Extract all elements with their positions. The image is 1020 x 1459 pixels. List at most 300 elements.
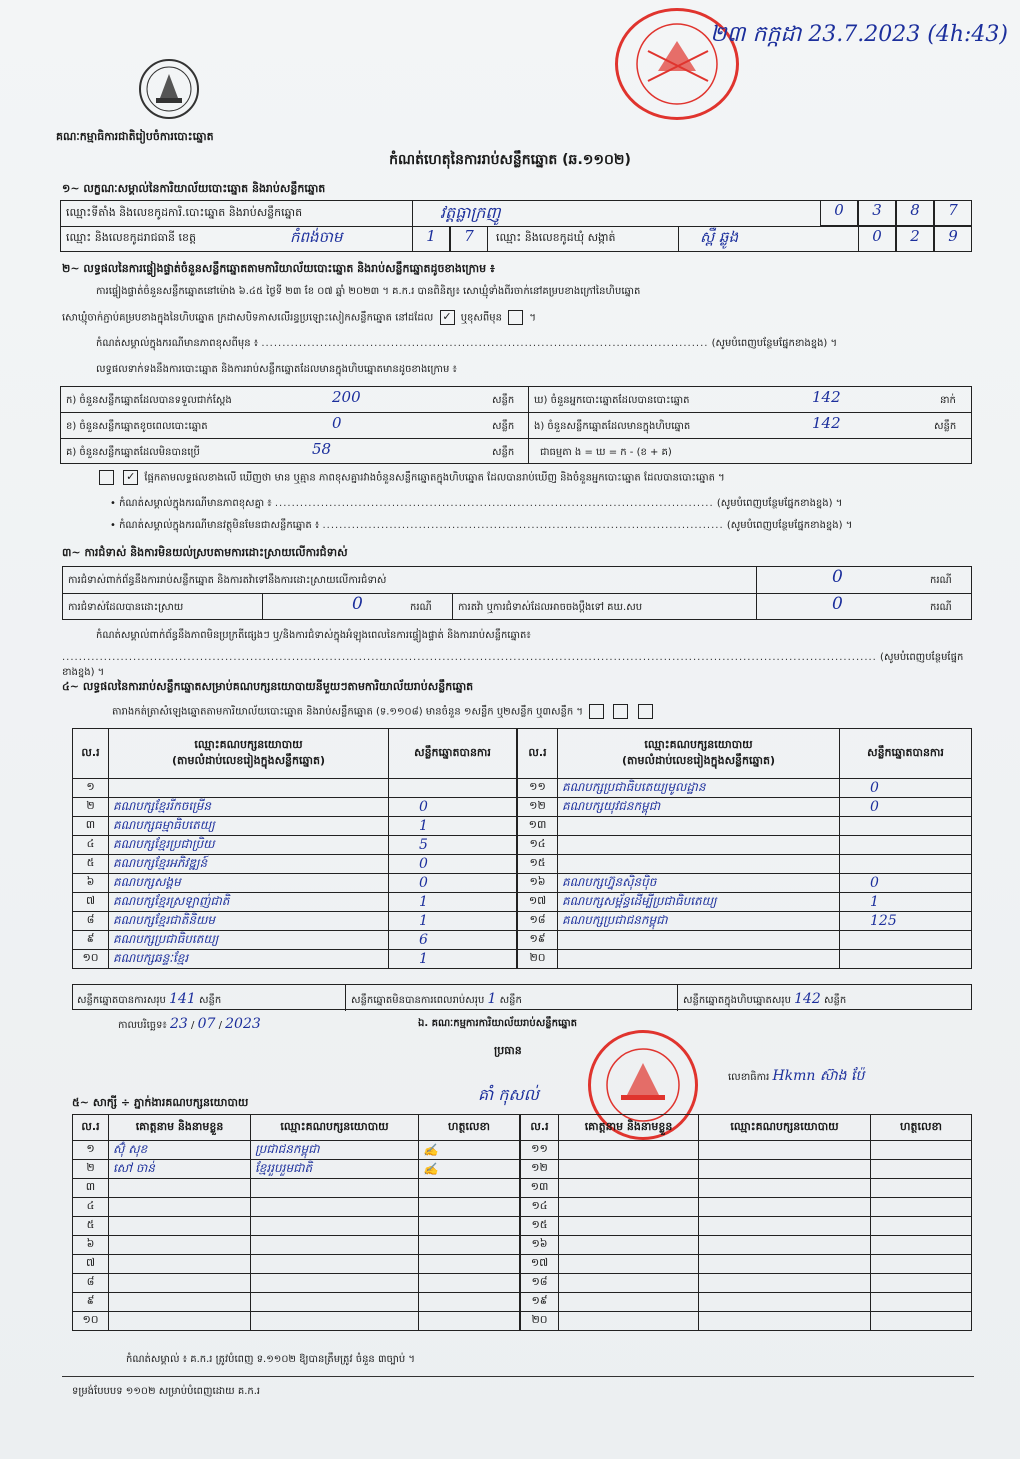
witness-party [251,1274,419,1293]
result-votes: 1 [389,950,517,969]
witness-row [521,1274,972,1293]
section5-heading: ៥~ សាក្សី ÷ ភ្នាក់ងារគណបក្សនយោបាយ [72,1096,249,1109]
result-votes: 1 [389,817,517,836]
result-row [518,893,972,912]
commune-label: ឈ្មោះ និងលេខកូដឃុំ សង្កាត់ [496,231,616,244]
objection-row1-value: 0 [832,567,843,587]
result-party: គណបក្សខ្មែរជាតិនិយម [109,912,389,931]
page-title: កំណត់ហេតុនៃការរាប់សន្លឹកឆ្នោត (ឆ.១១០២) [389,152,631,168]
witness-sign [419,1312,520,1331]
secretary-line [728,1066,864,1087]
witness-party [699,1255,871,1274]
witness-sign [871,1293,972,1312]
witness-no: ៦ [73,1236,109,1255]
objection-table [62,566,972,620]
witness-sign [871,1236,972,1255]
col-name: គោត្តនាម និងនាមខ្លួន [559,1115,699,1141]
result-party: គណបក្សប្រជាធិបតេយ្យមូលដ្ឋាន [558,779,840,798]
president-label: ប្រធាន [494,1044,522,1057]
objection-row2b-unit: ករណី [930,602,952,613]
location-label: ឈ្មោះទីតាំង និងលេខកូដការិ.បោះឆ្នោត និងរាប់សន្លឹកឆ្នោត [66,206,303,219]
bullet2-line: • កំណត់សម្គាល់ក្នុងករណីមានវត្ថុមិនមែនជាសន្លឹកឆ្នោត ៖ ................................................................................................ (សូមបំពេញបន្ថែមផ្នែកខាងខ្នង) ។ [110,520,853,531]
location-value: វត្តធ្លាក្រញូ [440,203,501,222]
result-row [518,836,972,855]
result-party: គណបក្សយុវជនកម្ពុជា [558,798,840,817]
result-row [518,950,972,969]
count-d-unit: នាក់ [940,395,956,406]
result-votes [840,931,972,950]
result-no: ១០ [73,950,109,969]
witness-row [73,1236,520,1255]
result-votes [389,779,517,798]
result-votes [840,836,972,855]
count-e-label: ង) ចំនួនសន្លឹកឆ្នោតដែលមានក្នុងហិបឆ្នោត [534,421,691,432]
col-party: ឈ្មោះគណបក្សនយោបាយ [251,1115,419,1141]
witness-no: ៤ [73,1198,109,1217]
witness-party [251,1312,419,1331]
result-votes: 125 [840,912,972,931]
result-row [518,798,972,817]
result-no: ៥ [73,855,109,874]
verify-line2: សោឃ្មុំចាក់ភ្ជាប់គម្របខាងក្នុងនៃហិបឆ្នោត ក្រដាសបិទភាសលើរន្ធប្រឡោះសៀកសន្លឹកឆ្នោត នៅដដែល ✓ ឬខុសពីមុន ។ [62,310,536,324]
total-valid-value: 141 [169,991,196,1007]
witness-name [559,1141,699,1160]
bullet1-suffix: (សូមបំពេញបន្ថែមផ្នែកខាងខ្នង) ។ [716,498,843,509]
count-d-label: ឃ) ចំនួនអ្នកបោះឆ្នោតដែលបានបោះឆ្នោត [534,395,690,406]
col-party-title: ឈ្មោះគណបក្សនយោបាយ [194,737,303,751]
result-votes: 1 [840,893,972,912]
bullet1-line: • កំណត់សម្គាល់ក្នុងករណីមានភាពខុសគ្នា ៖ ......................................................................................................... (សូមបំពេញបន្ថែមផ្នែកខាងខ្នង) ។ [110,498,843,509]
witness-row [521,1198,972,1217]
result-party [109,779,389,798]
witness-no: ១២ [521,1160,559,1179]
witness-no: ៨ [73,1274,109,1293]
witness-no: ១០ [73,1312,109,1331]
result-row [73,779,517,798]
result-party [558,931,840,950]
witness-party [699,1179,871,1198]
witness-table-right [520,1114,972,1331]
sheet2-checkbox[interactable] [613,704,628,719]
witness-sign [871,1312,972,1331]
witness-sign [871,1198,972,1217]
objection-row2b-label: ការតវ៉ា ឬការជំទាស់ដែលអាចចងប្តឹងទៅ គឃ.សប [458,602,643,613]
witness-sign [871,1179,972,1198]
witness-name [559,1255,699,1274]
witness-row [521,1255,972,1274]
witness-row [73,1198,520,1217]
result-party: គណបក្សខ្មែរអភិវឌ្ឍន៍ [109,855,389,874]
total-invalid-label: សន្លឹកឆ្នោតមិនបានការពេលរាប់សរុប [351,995,485,1006]
result-no: ១៩ [518,931,558,950]
objection-row1-label: ការជំទាស់ពាក់ព័ន្ធនឹងការរាប់សន្លឹកឆ្នោត និងការតវ៉ាទៅនឹងការដោះស្រាយលើការជំទាស់ [68,575,387,586]
witness-row [73,1179,520,1198]
witness-sign: ✍ [419,1141,520,1160]
witness-row [521,1236,972,1255]
witness-sign [871,1255,972,1274]
result-votes: 5 [389,836,517,855]
witness-no: ១៦ [521,1236,559,1255]
witness-sign [871,1160,972,1179]
result-no: ១២ [518,798,558,817]
witness-party [251,1236,419,1255]
witness-no: ១៨ [521,1274,559,1293]
result-votes: 1 [389,893,517,912]
witness-no: ១៥ [521,1217,559,1236]
date-line: កាលបរិច្ឆេទ៖ 23 / 07 / 2023 [118,1016,261,1032]
result-party [558,817,840,836]
witness-party [699,1141,871,1160]
verify-line1: ការផ្ទៀងផ្ទាត់ចំនួនសន្លឹកឆ្នោតនៅម៉ោង ៦.៤៥ ថ្ងៃទី ២៣ ខែ ០៧ ឆ្នាំ ២០២៣ ។ គ.ក.រ បានពិនិត្យ៖ សោឃ្មុំទាំងពីរចាក់នៅគម្របខាងក្រៅនៃហិបឆ្នោត [96,286,641,297]
result-votes: 0 [389,874,517,893]
col-votes: សន្លឹកឆ្នោតបានការ [389,729,517,779]
col-party-sub: (តាមលំដាប់លេខរៀងក្នុងសន្លឹកឆ្នោត) [622,753,775,767]
col-name: គោត្តនាម និងនាមខ្លួន [109,1115,251,1141]
result-votes: 0 [840,874,972,893]
witness-party [699,1236,871,1255]
result-party: គណបក្សឆន្ទៈខ្មែរ [109,950,389,969]
result-no: ១៤ [518,836,558,855]
date-month: 07 [197,1016,216,1032]
bullet1-label: កំណត់សម្គាល់ក្នុងករណីមានភាពខុសគ្នា ៖ [119,498,272,509]
result-no: ១ [73,779,109,798]
witness-name [559,1217,699,1236]
result-row [73,931,517,950]
witness-name [559,1293,699,1312]
check-line [96,470,976,486]
results-table-right [517,728,972,969]
col-party-sub: (តាមលំដាប់លេខរៀងក្នុងសន្លឹកឆ្នោត) [172,753,325,767]
result-row [518,779,972,798]
province-label: ឈ្មោះ និងលេខកូដរាជធានី ខេត្ត [66,231,196,244]
witness-no: ១ [73,1141,109,1160]
witness-name [559,1160,699,1179]
commune-code-digit: 0 [858,226,896,252]
witness-party: ខ្មែររួបរួមជាតិ [251,1160,419,1179]
sheet1-checkbox[interactable] [589,704,604,719]
witness-party: ប្រជាជនកម្ពុជា [251,1141,419,1160]
count-b-value: 0 [332,414,342,432]
footer-text: ទម្រង់បែបបទ ១១០២ សម្រាប់បំពេញដោយ គ.ក.រ [72,1386,261,1397]
result-row [73,836,517,855]
objection-row2-value: 0 [352,594,363,614]
count-c-label: គ) ចំនួនសន្លឹកឆ្នោតដែលមិនបានប្រើ [66,447,200,458]
witness-no: ៣ [73,1179,109,1198]
code-digit: 8 [896,200,934,226]
date-day: 23 [170,1016,188,1032]
result-no: ១៥ [518,855,558,874]
witness-no: ៧ [73,1255,109,1274]
witness-name [109,1198,251,1217]
witness-name [559,1274,699,1293]
col-party [558,729,840,779]
note1-line: កំណត់សម្គាល់ក្នុងករណីមានភាពខុសពីមុន ៖ ........................................................................................................... (សូមបំពេញបន្ថែមផ្នែកខាងខ្នង) ។ [96,338,838,349]
witness-name [559,1198,699,1217]
witness-table-left [72,1114,520,1331]
president-signature: គាំ កុសល់ [478,1085,539,1104]
result-no: ១៧ [518,893,558,912]
witness-sign [419,1217,520,1236]
bullet2-label: កំណត់សម្គាល់ក្នុងករណីមានវត្ថុមិនមែនជាសន្លឹកឆ្នោត ៖ [119,520,320,531]
result-row [73,817,517,836]
diff-checkbox[interactable] [508,310,523,325]
witness-party [251,1293,419,1312]
witness-party [699,1160,871,1179]
count-b-unit: សន្លឹក [492,421,515,432]
results-table-left [72,728,517,969]
result-party: គណបក្សធម្មាធិបតេយ្យ [109,817,389,836]
witness-no: ១៤ [521,1198,559,1217]
witness-row [73,1274,520,1293]
section3-note-suffix: (សូមបំពេញបន្ថែមផ្នែកខាងខ្នង) ។ [62,652,964,678]
witness-name [109,1179,251,1198]
witness-party [699,1274,871,1293]
province-code-digit: 1 [412,226,450,252]
has-diff-checkbox[interactable] [99,470,114,485]
witness-row [73,1255,520,1274]
count-e-value: 142 [812,414,841,432]
result-no: ៣ [73,817,109,836]
objection-row2b-value: 0 [832,594,843,614]
sheet3-checkbox[interactable] [638,704,653,719]
witness-no: ២ [73,1160,109,1179]
location-code [820,200,972,226]
result-votes: 0 [840,798,972,817]
witness-party [251,1179,419,1198]
result-no: ១៨ [518,912,558,931]
witness-row [73,1141,520,1160]
result-party: គណបក្សខ្មែរស្រឡាញ់ជាតិ [109,893,389,912]
witness-party [251,1255,419,1274]
witness-name [109,1274,251,1293]
objection-row2-label: ការជំទាស់ដែលបានដោះស្រាយ [68,602,184,613]
section1-table [60,200,972,252]
total-box-value: 142 [794,991,821,1007]
secretary-signature: Hkmn ស៊ាង ប៉ែ [772,1068,865,1084]
objection-row2-unit: ករណី [410,602,432,613]
result-no: ៨ [73,912,109,931]
objection-row1-unit: ករណី [930,575,952,586]
witness-sign [419,1236,520,1255]
col-no: ល.រ [73,729,109,779]
witness-row [73,1312,520,1331]
secretary-label: លេខាធិការ [728,1072,770,1083]
result-row [518,855,972,874]
count-c-value: 58 [312,440,332,458]
result-intro: លទ្ធផលទាក់ទងនឹងការបោះឆ្នោត និងការរាប់សន្លឹកឆ្នោតដែលមានក្នុងហិបឆ្នោតមានដូចខាងក្រោម ៖ [96,364,457,375]
nec-logo [138,58,200,120]
witness-row [521,1141,972,1160]
result-party [558,836,840,855]
witness-sign: ✍ [419,1160,520,1179]
section3-note-line: ................................................................................................................................................................................................... (សូមបំពេញបន្ថែមផ្នែកខាងខ្នង) ។ [62,652,964,678]
witness-sign [419,1293,520,1312]
result-row [518,931,972,950]
witness-party [699,1217,871,1236]
witness-row [73,1160,520,1179]
section2-heading: ២~ លទ្ធផលនៃការផ្ទៀងផ្ទាត់ចំនួនសន្លឹកឆ្នោតតាមការិយាល័យបោះឆ្នោត និងរាប់សន្លឹកឆ្នោតដូចខាងក្រោម ៖ [62,262,495,275]
same-label: ឬខុសពីមុន [460,312,502,324]
commune-value: ស្ពឺ ឆ្លូង [700,228,739,246]
total-invalid-value: 1 [487,991,497,1007]
result-votes [840,855,972,874]
verify-line2-text: សោឃ្មុំចាក់ភ្ជាប់គម្របខាងក្នុងនៃហិបឆ្នោត ក្រដាសបិទភាសលើរន្ធប្រឡោះសៀកសន្លឹកឆ្នោត នៅដដែល [62,312,434,324]
bullet2-suffix: (សូមបំពេញបន្ថែមផ្នែកខាងខ្នង) ។ [726,520,853,531]
date-year: 2023 [225,1016,261,1032]
section3-heading: ៣~ ការជំទាស់ និងការមិនយល់ស្របតាមការដោះស្រាយលើការជំទាស់ [62,546,348,559]
witness-no: ១៩ [521,1293,559,1312]
witness-row [521,1217,972,1236]
witness-row [73,1217,520,1236]
witness-no: ៩ [73,1293,109,1312]
witness-party [699,1312,871,1331]
witness-name [559,1179,699,1198]
count-b-label: ខ) ចំនួនសន្លឹកឆ្នោតខូចពេលបោះឆ្នោត [66,421,208,432]
witness-row [521,1293,972,1312]
result-row [518,817,972,836]
same-checkbox[interactable]: ✓ [440,310,455,325]
result-row [518,912,972,931]
handwritten-date-note: ២៣ កក្កដា 23.7.2023 (4h:43) [710,22,1009,47]
committee-label: ឯ. គណៈកម្មការការិយាល័យរាប់សន្លឹកឆ្នោត [418,1018,578,1029]
col-no: ល.រ [521,1115,559,1141]
commune-code-digit: 9 [934,226,972,252]
formula: ជាធម្មតា ង = ឃ = ក - (ខ + គ) [540,447,672,458]
total-valid-label: សន្លឹកឆ្នោតបានការសរុប [77,995,166,1006]
col-sign: ហត្ថលេខា [419,1115,520,1141]
witness-name [559,1236,699,1255]
result-party: គណបក្សសង្គម [109,874,389,893]
col-votes: សន្លឹកឆ្នោតបានការ [840,729,972,779]
witness-row [73,1293,520,1312]
witness-name: សៅ ចាន់ [109,1160,251,1179]
result-party: គណបក្សហ្វ៊ុនស៊ិនប៉ិច [558,874,840,893]
witness-sign [419,1198,520,1217]
witness-party [699,1198,871,1217]
result-votes: 0 [389,798,517,817]
result-row [73,874,517,893]
note1-label: កំណត់សម្គាល់ក្នុងករណីមានភាពខុសពីមុន ៖ [96,338,259,349]
witness-sign [419,1179,520,1198]
section4-intro [112,704,972,720]
witness-sign [871,1274,972,1293]
result-party: គណបក្សប្រជាធិបតេយ្យ [109,931,389,950]
witness-sign [419,1255,520,1274]
total-invalid-unit: សន្លឹក [499,995,522,1006]
witness-name: ស៊ុំ សុខ [109,1141,251,1160]
commune-code-digit: 2 [896,226,934,252]
section4-intro-text: តារាងកត់ត្រាសំឡេងឆ្នោតតាមការិយាល័យបោះឆ្នោត និងរាប់សន្លឹកឆ្នោត (ទ.១១០៨) មានចំនួន ១សន្លឹក ឬ២សន្លឹក ឬ៣សន្លឹក ។ [112,706,584,718]
check-line-text: ផ្អែកតាមលទ្ធផលខាងលើ ឃើញថា មាន ឬគ្មាន ភាពខុសគ្នារវាងចំនួនសន្លឹកឆ្នោតក្នុងហិបឆ្នោត ដែលបានរាប់ឃើញ និងចំនួនអ្នកបោះឆ្នោត ដែលបានបោះឆ្នោត ។ [144,472,725,484]
witness-row [521,1179,972,1198]
result-no: ១១ [518,779,558,798]
totals-row [72,984,972,1010]
section4-heading: ៤~ លទ្ធផលនៃការរាប់សន្លឹកឆ្នោតសម្រាប់គណបក្សនយោបាយនីមួយៗតាមការិយាល័យរាប់សន្លឹកឆ្នោត [62,680,474,693]
result-votes: 6 [389,931,517,950]
section3-note: កំណត់សម្គាល់ពាក់ព័ន្ធនឹងភាពមិនប្រក្រតីផ្សេងៗ ឬ/និងការជំទាស់ក្នុងអំឡុងពេលនៃការផ្ទៀងផ្ទាត់ និងការរាប់សន្លឹកឆ្នោត៖ [96,630,531,641]
no-diff-checkbox[interactable]: ✓ [123,470,138,485]
result-party: គណបក្សខ្មែរប្រជាប្រិយ [109,836,389,855]
col-sign: ហត្ថលេខា [871,1115,972,1141]
witness-party [251,1198,419,1217]
witness-sign [419,1274,520,1293]
total-valid-unit: សន្លឹក [198,995,222,1006]
count-c-unit: សន្លឹក [492,447,515,458]
result-row [73,855,517,874]
witness-name [109,1217,251,1236]
count-a-value: 200 [332,388,361,406]
note1-suffix: (សូមបំពេញបន្ថែមផ្នែកខាងខ្នង) ។ [711,338,838,349]
count-d-value: 142 [812,388,841,406]
result-votes [840,950,972,969]
result-votes: 0 [840,779,972,798]
witness-sign [871,1217,972,1236]
result-row [518,874,972,893]
result-party [558,950,840,969]
result-no: ៩ [73,931,109,950]
witness-no: ២០ [521,1312,559,1331]
witness-row [521,1160,972,1179]
witness-party [699,1293,871,1312]
result-no: ៤ [73,836,109,855]
witness-no: ១៧ [521,1255,559,1274]
witness-name [559,1312,699,1331]
province-value: កំពង់ចាម [290,228,343,246]
result-row [73,912,517,931]
result-no: ២០ [518,950,558,969]
result-row [73,798,517,817]
result-votes [840,817,972,836]
col-party: ឈ្មោះគណបក្សនយោបាយ [699,1115,871,1141]
result-row [73,893,517,912]
section1-heading: ១~ លក្ខណៈសម្គាល់នៃការិយាល័យបោះឆ្នោត និងរាប់សន្លឹកឆ្នោត [62,182,326,195]
count-e-unit: សន្លឹក [934,421,957,432]
code-digit: 0 [820,200,858,226]
witness-name [109,1293,251,1312]
result-party [558,855,840,874]
witness-name [109,1312,251,1331]
witness-name [109,1236,251,1255]
result-party: គណបក្សប្រជាជនកម្ពុជា [558,912,840,931]
witness-row [521,1312,972,1331]
date-label: កាលបរិច្ឆេទ៖ [118,1020,167,1031]
total-box-label: សន្លឹកឆ្នោតក្នុងហិបឆ្នោតសរុប [683,995,791,1006]
result-no: ៧ [73,893,109,912]
code-digit: 7 [934,200,972,226]
count-a-unit: សន្លឹក [492,395,515,406]
result-no: ៦ [73,874,109,893]
col-party-title: ឈ្មោះគណបក្សនយោបាយ [644,737,753,751]
witness-no: ១១ [521,1141,559,1160]
result-no: ១៦ [518,874,558,893]
count-table [60,386,972,464]
result-no: ១៣ [518,817,558,836]
province-code-digit: 7 [450,226,488,252]
count-a-label: ក) ចំនួនសន្លឹកឆ្នោតដែលបានទទួលជាក់ស្តែង [66,395,232,406]
witness-sign [871,1141,972,1160]
witness-no: ៥ [73,1217,109,1236]
witness-party [251,1217,419,1236]
code-digit: 3 [858,200,896,226]
result-party: គណបក្សខ្មែររីកចម្រើន [109,798,389,817]
org-name: គណៈកម្មាធិការជាតិរៀបចំការបោះឆ្នោត [56,130,214,143]
result-row [73,950,517,969]
result-votes: 1 [389,912,517,931]
witness-no: ១៣ [521,1179,559,1198]
total-box-unit: សន្លឹក [824,995,847,1006]
result-votes: 0 [389,855,517,874]
witness-name [109,1255,251,1274]
